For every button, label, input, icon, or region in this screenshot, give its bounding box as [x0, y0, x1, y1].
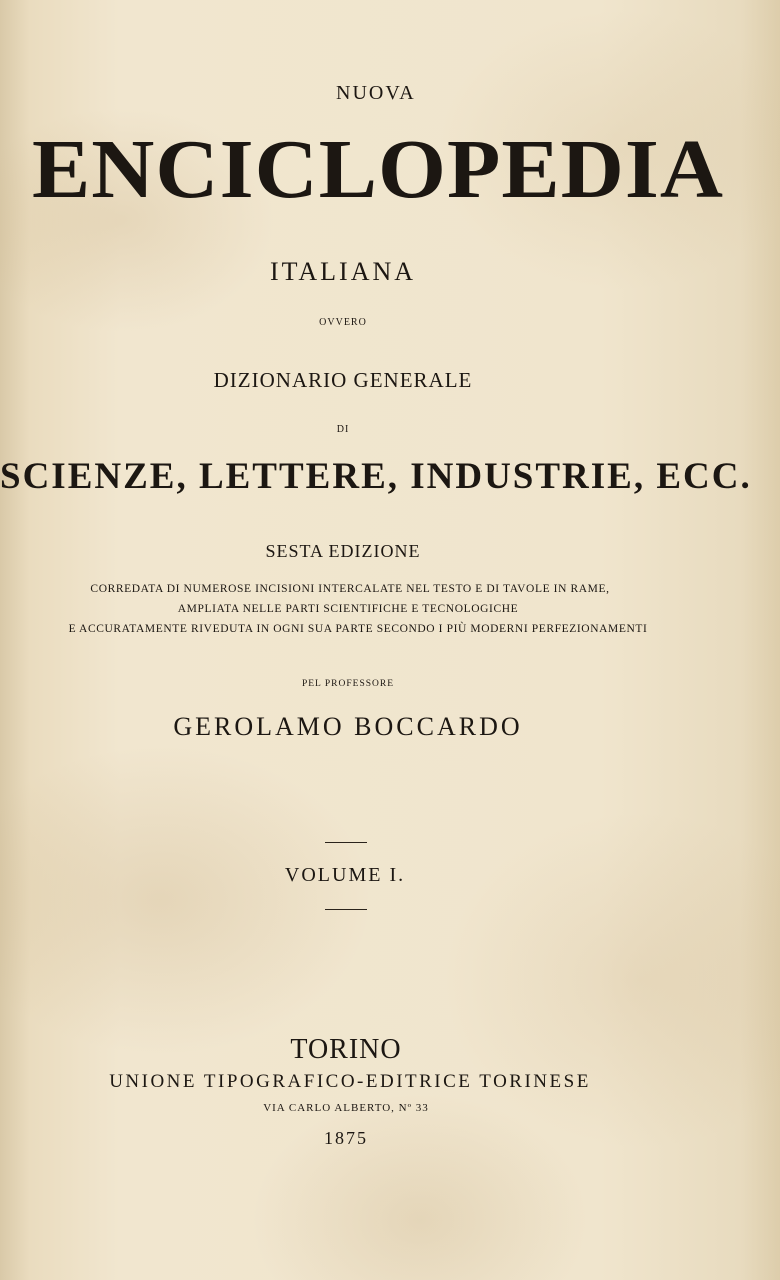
volume-label: VOLUME I.: [284, 864, 406, 886]
author-name: GEROLAMO BOCCARDO: [173, 712, 523, 741]
title-prefix: NUOVA: [336, 82, 416, 104]
connector-ovvero: OVVERO: [319, 317, 367, 328]
imprint-year: 1875: [324, 1128, 368, 1148]
divider-top: [325, 842, 367, 843]
description-line: AMPLIATA NELLE PARTI SCIENTIFICHE E TECNOLOGICHE: [177, 603, 519, 615]
subtitle: DIZIONARIO GENERALE: [213, 368, 473, 392]
description-line: CORREDATA DI NUMEROSE INCISIONI INTERCALATE NEL TESTO E DI TAVOLE IN RAME,: [90, 583, 610, 595]
author-intro: PEL PROFESSORE: [301, 679, 395, 689]
main-title: ENCICLOPEDIA: [32, 123, 725, 216]
title-suffix: ITALIANA: [269, 257, 417, 286]
imprint-publisher: UNIONE TIPOGRAFICO-EDITRICE TORINESE: [109, 1071, 591, 1092]
edition-line: SESTA EDIZIONE: [265, 541, 421, 561]
description-line: E ACCURATAMENTE RIVEDUTA IN OGNI SUA PARTE SECONDO I PIÙ MODERNI PERFEZIONAMENTI: [68, 623, 648, 635]
imprint-city: TORINO: [290, 1034, 402, 1065]
divider-bottom: [325, 909, 367, 910]
subjects-line: SCIENZE, LETTERE, INDUSTRIE, ECC.: [0, 456, 752, 497]
connector-di: DI: [336, 424, 350, 435]
imprint-address: VIA CARLO ALBERTO, Nº 33: [263, 1102, 429, 1114]
